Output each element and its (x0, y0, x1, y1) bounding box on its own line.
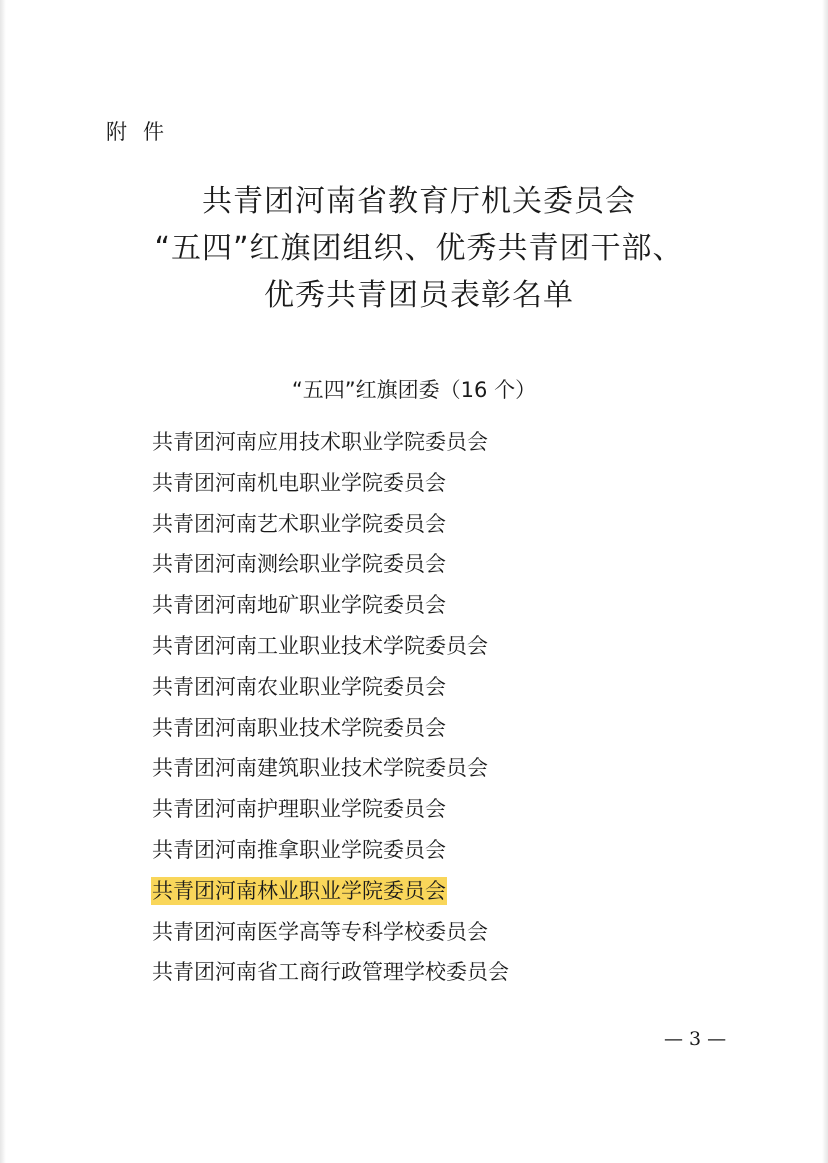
attachment-label: 附件 (106, 120, 180, 144)
list-item-highlighted (151, 877, 510, 918)
list-item: 共青团河南建筑职业技术学院委员会 (152, 756, 488, 781)
list-item: 共青团河南艺术职业学院委员会 (152, 511, 446, 536)
list-item: 共青团河南农业职业学院委员会 (152, 674, 446, 699)
title-line-1: 共青团河南省教育厅机关委员会 (202, 184, 636, 219)
list-item: 共青团河南工业职业技术学院委员会 (152, 633, 488, 658)
list-item: 共青团河南地矿职业学院委员会 (152, 593, 446, 618)
list-item: 共青团河南省工商行政管理学校委员会 (152, 960, 509, 985)
page-edge-left (0, 0, 6, 1163)
list-item: 共青团河南医学高等专科学校委员会 (152, 919, 488, 944)
title-line-3: 优秀共青团员表彰名单 (264, 278, 574, 313)
list-item: 共青团河南机电职业学院委员会 (152, 470, 446, 495)
list-item: 共青团河南护理职业学院委员会 (152, 797, 446, 822)
list-item: 共青团河南应用技术职业学院委员会 (152, 430, 488, 454)
page-number: — 3 — (664, 1028, 727, 1050)
highlighted-text: 共青团河南林业职业学院委员会 (152, 878, 446, 903)
section-heading: “五四”红旗团委（16 个） (291, 378, 537, 402)
honoree-list (151, 428, 510, 999)
title-line-2: “五四”红旗团组织、优秀共青团干部、 (154, 231, 684, 266)
page-edge-right (822, 0, 828, 1163)
list-item: 共青团河南推拿职业学院委员会 (152, 837, 446, 862)
list-item: 共青团河南测绘职业学院委员会 (152, 552, 446, 577)
list-item: 共青团河南职业技术学院委员会 (152, 715, 446, 740)
